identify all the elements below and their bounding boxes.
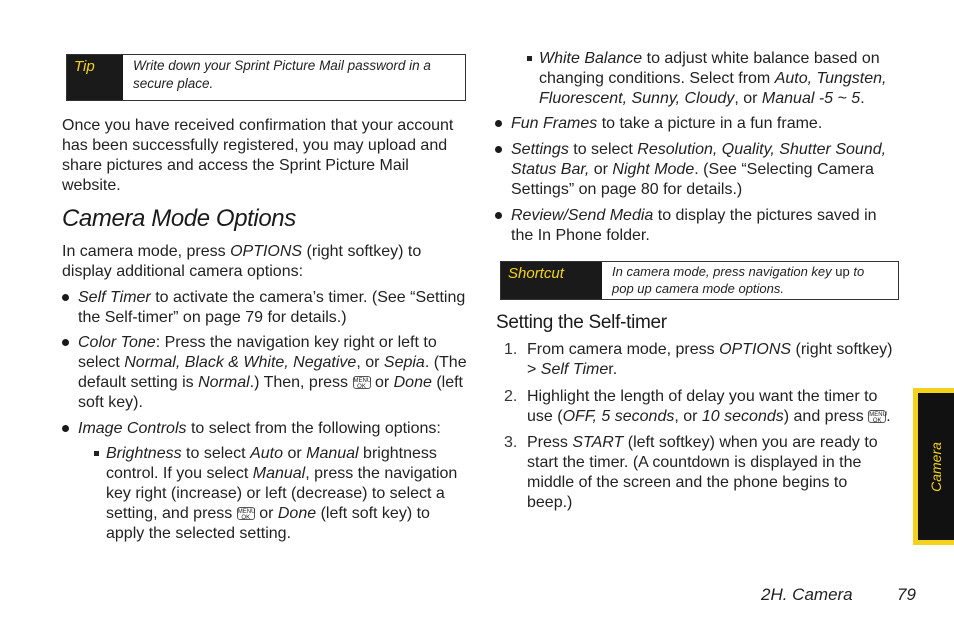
lead-paragraph <box>62 242 462 282</box>
fun-frames-text: to take a picture in a fun frame. <box>597 115 823 132</box>
done-term: Done <box>277 505 317 522</box>
up-term: up <box>835 264 850 279</box>
tip-label: Tip <box>67 55 123 100</box>
ten-seconds-term: 10 seconds <box>701 408 784 425</box>
color-tone-post1: .) Then, press <box>249 374 353 391</box>
white-balance-end: . <box>860 90 865 107</box>
self-timer-text: to activate the camera’s timer. (See “Setting the Self-timer” on page 79 for details.) <box>78 289 466 326</box>
side-tab-label: Camera <box>928 441 944 492</box>
brightness-pre: to select <box>181 445 251 462</box>
step1-pre: From camera mode, press <box>527 341 720 358</box>
step3-post: (left softkey) when you are ready to start the timer. (A countdown is displayed in the middle of the screen and the phone begins to beep.) <box>527 434 878 511</box>
menu-ok-key-icon: MENU OK <box>237 509 256 521</box>
intro-paragraph: Once you have received confirmation that your account has been successfully registered, you may upload and share pictures and access the Sprint Picture Mail website. <box>62 117 454 194</box>
shortcut-pre: In camera mode, press navigation key <box>612 264 836 279</box>
review-send-term: Review/Send Media <box>511 207 654 224</box>
review-send-text: to display the pictures saved in the In Phone folder. <box>511 207 877 244</box>
brightness-or2: or <box>254 505 278 522</box>
step2-options: OFF, 5 seconds <box>562 408 675 425</box>
self-timer-term: Self Timer <box>78 289 151 306</box>
white-balance-term: White Balance <box>539 50 643 67</box>
color-tone-term: Color Tone <box>78 334 156 351</box>
self-timer-term: Self Time <box>540 361 609 378</box>
bullet-dot <box>62 339 69 346</box>
step2-or: , or <box>674 408 702 425</box>
shortcut-post: to pop up camera mode options. <box>612 264 865 296</box>
done-term: Done <box>393 374 432 391</box>
manual-term: Manual <box>306 445 359 462</box>
sub-heading: Setting the Self-timer <box>496 312 667 333</box>
footer-page-number: 79 <box>897 585 916 604</box>
settings-or: or <box>589 161 613 178</box>
bullet-dot <box>495 212 502 219</box>
color-tone-post3: (left soft key). <box>78 374 463 411</box>
step-number: 3. <box>504 434 518 451</box>
square-bullet <box>94 451 99 456</box>
tip-callout <box>66 54 466 101</box>
options-term: OPTIONS <box>230 243 303 260</box>
lead-pre: In camera mode, press <box>62 243 231 260</box>
shortcut-callout <box>500 261 899 300</box>
white-balance-pre: to adjust white balance based on changing conditions. Select from <box>539 50 880 87</box>
brightness-or: or <box>283 445 307 462</box>
shortcut-label: Shortcut <box>501 262 602 299</box>
step2-pre: Highlight the length of delay you want the timer to use ( <box>527 388 878 425</box>
step1-end: . <box>612 361 618 378</box>
bullet-dot <box>62 294 69 301</box>
step3-pre: Press <box>527 434 573 451</box>
step-number: 1. <box>504 341 518 358</box>
manual-term-2: Manual <box>252 465 306 482</box>
bullet-dot <box>495 146 502 153</box>
step2-end2: . <box>886 408 891 425</box>
page-heading: Camera Mode Options <box>62 205 296 232</box>
normal-term: Normal <box>198 374 250 391</box>
night-mode-term: Night Mode <box>612 161 695 178</box>
settings-pre: to select <box>568 141 638 158</box>
menu-ok-key-icon: MENU OK <box>353 378 372 390</box>
brightness-post: , press the navigation key right (increase) or left (decrease) to select a setting, and press <box>106 465 458 522</box>
step1-mid: (right softkey) > <box>527 341 893 378</box>
bullet-dot <box>62 425 69 432</box>
color-tone-options: Normal, Black & White, Negative <box>124 354 357 371</box>
white-balance-options: Auto, Tungsten, Fluorescent, Sunny, Cloudy <box>539 70 887 107</box>
menu-ok-key-icon: MENU OK <box>869 412 887 424</box>
start-term: START <box>572 434 624 451</box>
bullet-dot <box>495 120 502 127</box>
sepia-term: Sepia <box>383 354 425 371</box>
brightness-mid: brightness control. If you select <box>106 445 437 482</box>
auto-term: Auto <box>250 445 283 462</box>
square-bullet <box>527 56 532 61</box>
manual-range-term: Manual -5 ~ 5 <box>761 90 861 107</box>
step2-end: ) and press <box>783 408 869 425</box>
color-tone-mid: . (The default setting is <box>78 354 467 391</box>
tip-text: Write down your Sprint Picture Mail password in a secure place. <box>133 58 431 91</box>
step1-target-tail: r <box>608 361 613 378</box>
fun-frames-term: Fun Frames <box>511 115 598 132</box>
step-number: 2. <box>504 388 518 405</box>
image-controls-term: Image Controls <box>78 420 187 437</box>
lead-post: (right softkey) to display additional camera options: <box>62 243 422 280</box>
brightness-term: Brightness <box>106 445 182 462</box>
brightness-end: (left soft key) to apply the selected setting. <box>106 505 430 542</box>
color-tone-pre: : Press the navigation key right or left to select <box>78 334 437 371</box>
settings-options: Resolution, Quality, Shutter Sound, Status Bar, <box>511 141 887 178</box>
options-term: OPTIONS <box>719 341 792 358</box>
section-side-tab <box>913 388 954 545</box>
image-controls-text: to select from the following options: <box>186 420 441 437</box>
color-tone-or: , or <box>356 354 384 371</box>
white-balance-or: , or <box>734 90 762 107</box>
settings-term: Settings <box>511 141 569 158</box>
settings-post: . (See “Selecting Camera Settings” on page 80 for details.) <box>511 161 874 198</box>
side-tab-inner <box>918 393 954 540</box>
shortcut-text <box>602 262 898 299</box>
color-tone-post2: or <box>370 374 394 391</box>
footer-section: 2H. Camera <box>761 585 853 604</box>
